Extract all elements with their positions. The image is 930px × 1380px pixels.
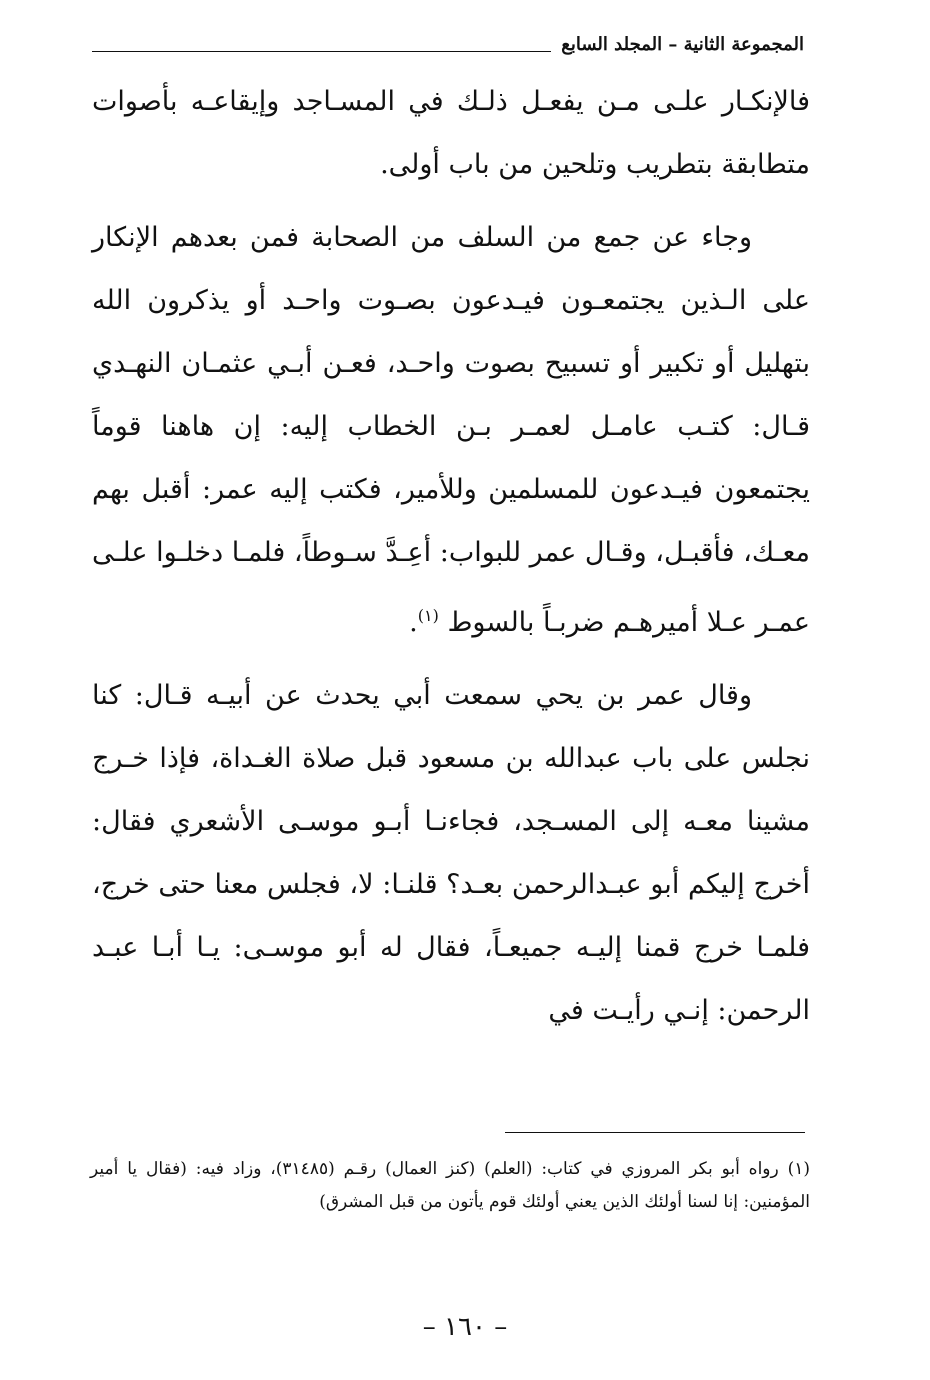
paragraph	[92, 70, 810, 196]
header-title: المجموعة الثانية – المجلد السابع	[561, 33, 804, 55]
footnote-separator	[505, 1132, 805, 1133]
header-rule	[92, 51, 551, 52]
paragraph-text: فالإنكـار علـى مـن يفعـل ذلـك في المسـاجد وإيقاعـه بأصوات متطابقة بتطريب وتلحين من باب أولى.	[92, 86, 810, 180]
paragraph-text: وجاء عن جمع من السلف من الصحابة فمن بعدهم الإنكار على الـذين يجتمعـون فيـدعون بصـوت واحـد أو يذكرون الله بتهليل أو تكبير أو تسبيح بصوت واحـد، فعـن أبـي عثمـان النهـدي قـال: كتـب عامـل لعمـر بـن الخطاب إليه: إن هاهنا قوماً يجتمعون فيـدعون للمسلمين وللأمير، فكتب إليه عمر: أقبل بهم معـك، فأقبـل، وقـال عمر للبواب: أعِـدَّ سـوطاً، فلمـا دخلـوا علـى عمـر عـلا أميرهـم ضربـاً بالسوط	[92, 222, 810, 638]
paragraph-text: وقال عمر بن يحي سمعت أبي يحدث عن أبيـه قـال: كنا نجلس على باب عبدالله بن مسعود قبل صلاة الغـداة، فإذا خـرج مشينا معـه إلى المسـجد، فجاءنـا أبـو موسـى الأشعري فقال: أخرج إليكم أبو عبـدالرحمن بعـد؟ قلنـا: لا، فجلس معنا حتى خرج، فلمـا خرج قمنا إليـه جميعـاً، فقال له أبو موسـى: يـا أبـا عبـد الرحمن: إنـي رأيـت في	[92, 680, 810, 1026]
footnotes	[90, 1153, 810, 1219]
running-header	[92, 30, 804, 58]
page-number: – ١٦٠ –	[422, 1312, 508, 1342]
footnote: (١) رواه أبو بكر المروزي في كتاب: (العلم) (كنز العمال) رقـم (٣١٤٨٥)، وزاد فيه: (فقال يا أمير المؤمنين: إنا لسنا أولئك الذين يعني أولئك قوم يأتون من قبل المشرق)	[90, 1159, 811, 1212]
footnote-reference[interactable]: (١)	[417, 606, 439, 625]
paragraph	[92, 664, 810, 1042]
main-text	[92, 70, 810, 1052]
paragraph-ending: .	[409, 607, 418, 638]
paragraph	[92, 206, 810, 654]
